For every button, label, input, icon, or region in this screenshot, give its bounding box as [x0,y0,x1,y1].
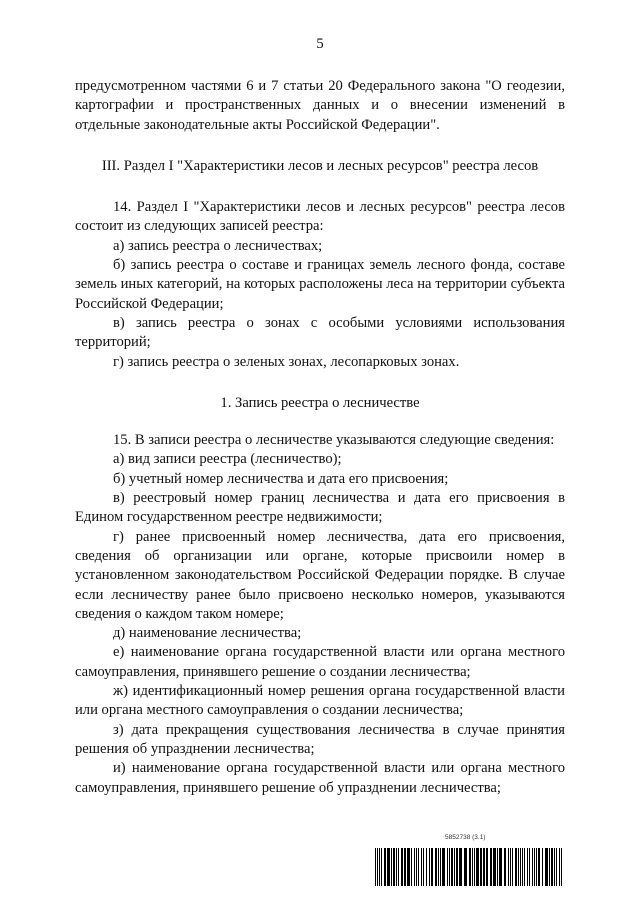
list-item-a: а) вид записи реестра (лесничество); [113,451,342,468]
document-body [75,77,565,798]
list-item-d: д) наименование лесничества; [113,625,302,642]
list-item-e: е) наименование органа государственной власти или органа местного самоуправления, принявшего решение о создании лесничества; [75,644,565,680]
list-item-v: в) запись реестра о зонах с особыми условиями использования территорий; [75,314,565,351]
paragraph-intro: предусмотренном частями 6 и 7 статьи 20 Федерального закона "О геодезии, картографии и пространственных данных и о внесении изменений в отдельные законодательные акты Российской Федерации". [75,78,565,133]
barcode-block [375,834,565,886]
list-item-g: г) ранее присвоенный номер лесничества, дата его присвоения, сведения об организации или органе, которые присвоили номер в установленном законодательством Российской Федерации порядке. В случае если лесничеству ранее было присвоено несколько номеров, указываются сведения о каждом таком номере; [75,528,565,622]
list-item-a: а) запись реестра о лесничествах; [113,237,323,254]
paragraph-14: 14. Раздел I "Характеристики лесов и лесных ресурсов" реестра лесов состоит из следующих записей реестра: [75,199,565,235]
list-item-z: з) дата прекращения существования лесничества в случае принятия решения об упразднении лесничества; [75,721,565,757]
barcode-icon [375,848,565,886]
page-number: 5 [316,36,324,52]
list-item-v: в) реестровый номер границ лесничества и дата его присвоения в Едином государственном реестре недвижимости; [75,490,565,526]
barcode-caption: 5852738 (3.1) [445,834,486,841]
list-item-b: б) учетный номер лесничества и дата его присвоения; [113,470,449,487]
subsection-heading-1: 1. Запись реестра о лесничестве [220,394,420,411]
list-item-zh: ж) идентификационный номер решения органа государственной власти или органа местного самоуправления о создании лесничества; [75,683,565,719]
list-item-i: и) наименование органа государственной власти или органа местного самоуправления, принявшего решение об упразднении лесничества; [75,760,565,796]
list-item-b: б) запись реестра о составе и границах земель лесного фонда, составе земель иных категорий, на которых расположены леса на территории субъекта Российской Федерации; [75,257,565,312]
paragraph-15: 15. В записи реестра о лесничестве указываются следующие сведения: [113,432,555,449]
section-heading-iii: III. Раздел I "Характеристики лесов и лесных ресурсов" реестра лесов [101,157,539,174]
list-item-g: г) запись реестра о зеленых зонах, лесопарковых зонах. [113,353,460,370]
